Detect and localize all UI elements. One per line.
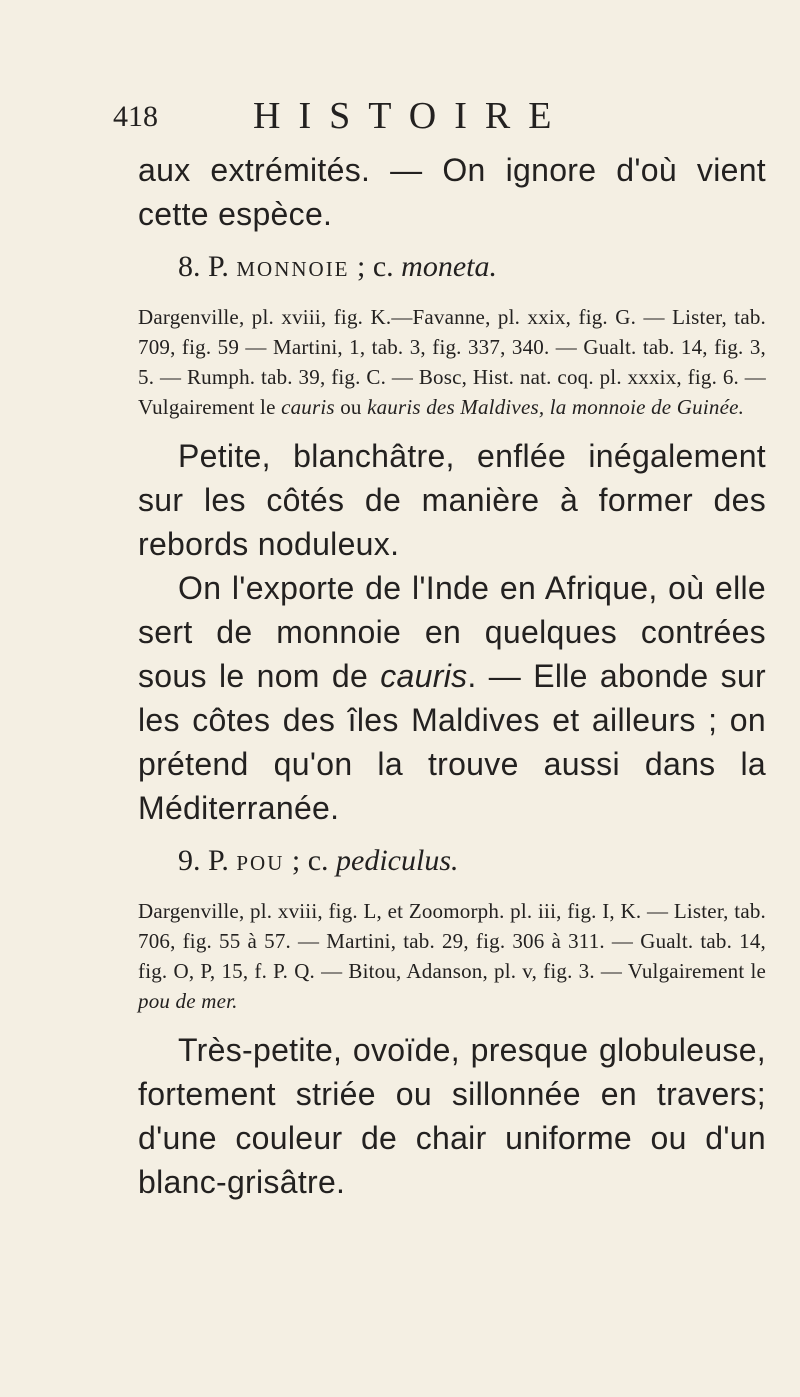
- entry-number: 8. P.: [178, 250, 229, 283]
- entry-number: 9. P.: [178, 844, 229, 877]
- paragraph-monnoie-origin: [138, 566, 766, 830]
- description-monnoie: Petite, blanchâtre, enflée inégalement sur les côtés de manière à former des rebords noduleux.: [138, 438, 766, 562]
- common-name: cauris: [281, 395, 335, 419]
- running-title: HISTOIRE: [253, 95, 570, 137]
- entry-separator: ; c.: [357, 250, 394, 283]
- joiner-text: ou: [334, 395, 368, 419]
- entry-latin-name: pediculus.: [336, 844, 459, 877]
- paragraph-text-cont: . — Elle abonde sur les côtes des îles Maldives et ailleurs ; on prétend qu'on la trouve aussi dans la Méditerranée.: [138, 658, 767, 826]
- page-number: 418: [113, 100, 158, 133]
- entry-name: MONNOIE: [236, 257, 350, 281]
- entry-heading-pou: [178, 840, 766, 884]
- page-header: [113, 94, 673, 140]
- common-name: pou de mer.: [138, 989, 238, 1013]
- common-name-2: kauris des Maldives, la monnoie de Guinée.: [367, 395, 745, 419]
- entry-heading-monnoie: [178, 246, 766, 290]
- entry-name: POU: [236, 851, 285, 875]
- emphasis-cauris: cauris: [380, 658, 468, 694]
- references-monnoie: [138, 302, 766, 422]
- reference-text: Dargenville, pl. xviii, fig. K.—Favanne, pl. xxix, fig. G. — Lister, tab. 709, fig. 59 — Martini, 1, tab. 3, fig. 337, 340. — Gualt. tab. 14, fig. 3, 5. — Rumph. tab. 39, fig. C. — Bosc, Hist. nat. coq. pl. xxxix, fig. 6. — Vulgairement le: [138, 305, 766, 419]
- reference-text: Dargenville, pl. xviii, fig. L, et Zoomorph. pl. iii, fig. I, K. — Lister, tab. 706, fig. 55 à 57. — Martini, tab. 29, fig. 306 à 311. — Gualt. tab. 14, fig. O, P, 15, f. P. Q. — Bitou, Adanson, pl. v, fig. 3. — Vulgairement le: [138, 899, 766, 983]
- description-pou: Très-petite, ovoïde, presque globuleuse, fortement striée ou sillonnée en travers; d'une couleur de chair uniforme ou d'un blanc-grisâtre.: [138, 1032, 766, 1200]
- entry-latin-name: moneta.: [401, 250, 497, 283]
- page-body: [138, 148, 766, 1204]
- intro-paragraph: aux extrémités. — On ignore d'où vient cette espèce.: [138, 152, 766, 232]
- paragraph-text: On l'exporte de l'Inde en Afrique, où elle sert de monnoie en quelques contrées sous le nom de: [138, 570, 766, 694]
- entry-separator: ; c.: [291, 844, 329, 877]
- references-pou: [138, 896, 766, 1016]
